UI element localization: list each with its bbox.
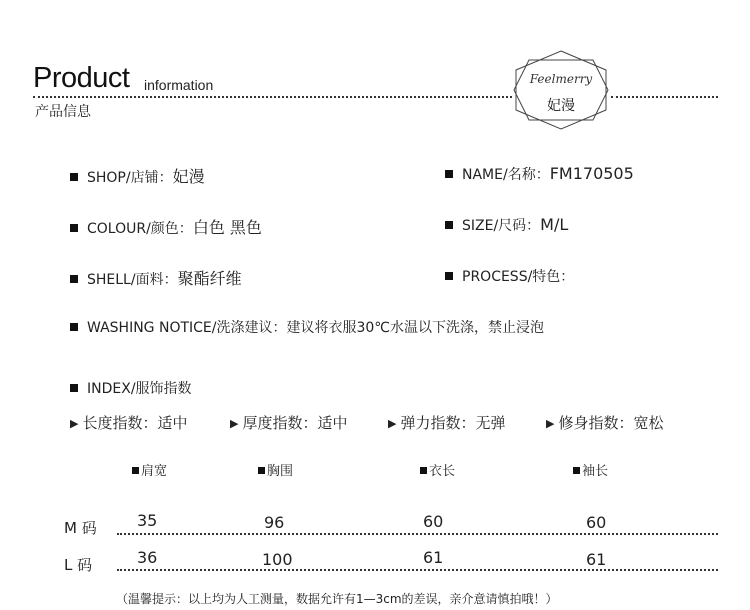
index-row	[70, 378, 192, 398]
index-item-thickness: ▶ 厚度指数：适中	[230, 414, 348, 432]
shell-value: 聚酯纤维	[177, 269, 242, 288]
washing-label: WASHING NOTICE/洗涤建议：	[87, 320, 287, 336]
table-cell: 61	[423, 548, 444, 567]
black-square-icon	[445, 170, 453, 178]
header-divider-left	[33, 96, 512, 98]
colour-row	[70, 215, 262, 238]
black-square-icon	[258, 467, 265, 474]
row-m-divider	[117, 533, 718, 535]
title-product: Product	[33, 62, 130, 94]
logo-chinese-text: 妃漫	[547, 98, 575, 114]
table-cell: 35	[137, 511, 158, 530]
black-square-icon	[70, 224, 78, 232]
black-square-icon	[573, 467, 580, 474]
index-item-elasticity: ▶ 弹力指数：无弹	[388, 414, 506, 432]
row-label-l: L 码	[64, 556, 93, 574]
process-label: PROCESS/特色：	[462, 269, 575, 285]
name-row	[445, 164, 634, 184]
table-cell: 61	[586, 550, 607, 569]
logo-script-text: Feelmerry	[529, 72, 593, 86]
black-square-icon	[132, 467, 139, 474]
right-triangle-icon: ▶	[70, 417, 79, 430]
index-label: INDEX/服饰指数	[87, 381, 192, 397]
black-square-icon	[70, 173, 78, 181]
column-header-chest: 胸围	[258, 460, 293, 479]
row-l-divider	[117, 569, 718, 571]
shop-row	[70, 164, 205, 187]
index-item-length: ▶ 长度指数：适中	[70, 414, 188, 432]
size-label: SIZE/尺码：	[462, 218, 541, 234]
colour-value: 白色 黑色	[192, 218, 262, 237]
column-header-length: 衣长	[420, 460, 455, 479]
table-cell: 36	[137, 548, 158, 567]
size-value: M/L	[540, 215, 569, 234]
black-square-icon	[420, 467, 427, 474]
black-square-icon	[70, 275, 78, 283]
shop-value: 妃漫	[172, 167, 205, 186]
right-triangle-icon: ▶	[388, 417, 397, 430]
table-cell: 60	[423, 512, 444, 531]
washing-value: 建议将衣服30℃水温以下洗涤，禁止浸泡	[286, 320, 545, 336]
header-divider-right	[611, 96, 718, 98]
table-cell: 96	[264, 513, 285, 532]
washing-row	[70, 317, 544, 337]
title-chinese: 产品信息	[35, 104, 91, 120]
size-row	[445, 215, 568, 235]
index-item-fit: ▶ 修身指数：宽松	[546, 414, 664, 432]
logo-hexagon-icon	[511, 48, 611, 132]
column-header-sleeve: 袖长	[573, 460, 608, 479]
black-square-icon	[70, 384, 78, 392]
row-label-m: M 码	[64, 519, 97, 537]
name-value: FM170505	[549, 164, 634, 183]
brand-logo	[511, 48, 611, 132]
black-square-icon	[445, 272, 453, 280]
column-header-shoulder: 肩宽	[132, 460, 167, 479]
table-cell: 60	[586, 513, 607, 532]
black-square-icon	[70, 323, 78, 331]
footer-note: （温馨提示：以上均为人工测量，数据允许有1—3cm的差误，亲介意请慎拍哦！）	[116, 592, 558, 606]
title-information: information	[144, 77, 214, 93]
black-square-icon	[445, 221, 453, 229]
shop-label: SHOP/店铺：	[87, 170, 173, 186]
right-triangle-icon: ▶	[546, 417, 555, 430]
right-triangle-icon: ▶	[230, 417, 239, 430]
name-label: NAME/名称：	[462, 167, 550, 183]
table-cell: 100	[262, 550, 293, 569]
shell-row	[70, 266, 242, 289]
process-row	[445, 266, 574, 286]
shell-label: SHELL/面料：	[87, 272, 178, 288]
colour-label: COLOUR/颜色：	[87, 221, 193, 237]
